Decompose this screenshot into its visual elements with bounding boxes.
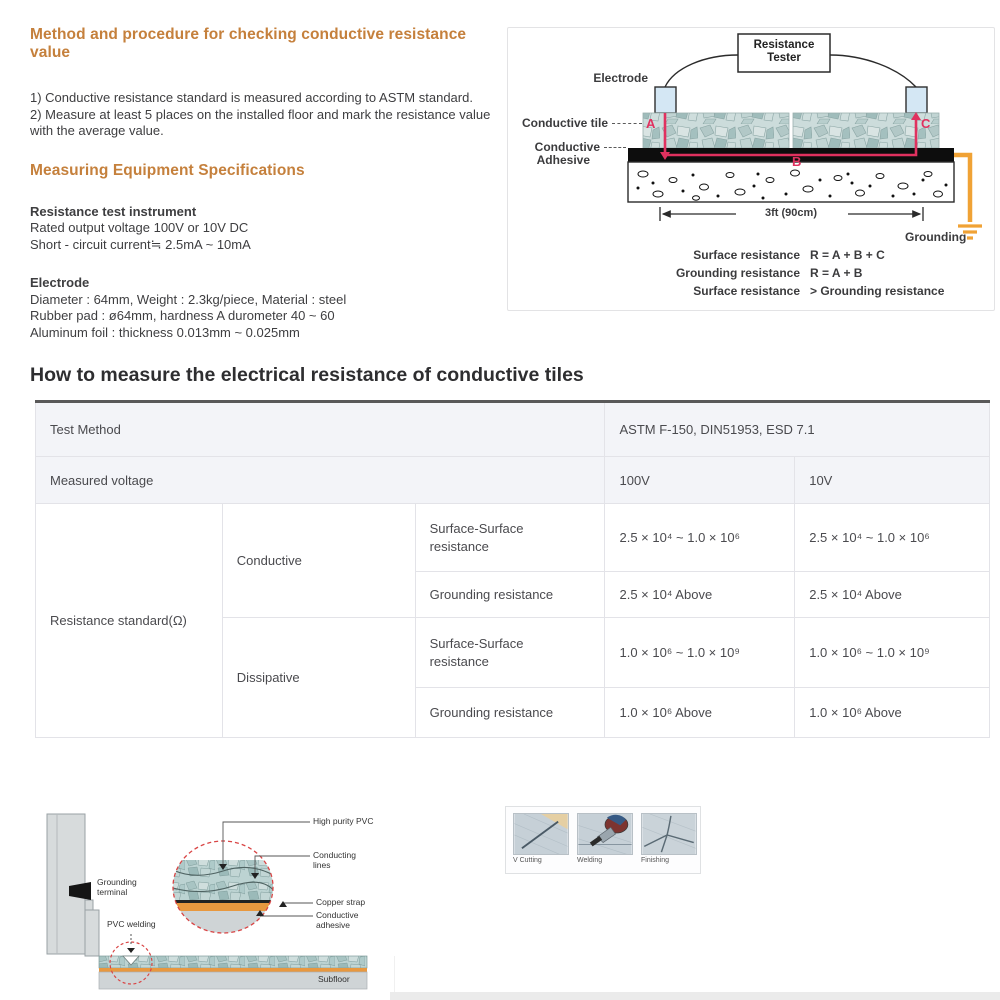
electrode-right [906,87,927,113]
method-title: Method and procedure for checking conductive resistance value [30,26,467,61]
thumb-caption-welding: Welding [577,857,603,864]
thumb-welding [577,813,633,867]
concrete-subfloor [628,162,954,202]
conductive-adhesive-label2: Conductive adhesive [316,910,359,930]
welding-image [577,813,633,855]
conductive-cell: Conductive [222,504,415,618]
voltage-label-cell: Measured voltage [36,457,605,504]
point-b-label: B [792,154,802,169]
surface-resistance-cell2: Surface-Surface resistance [415,618,605,688]
electrode-line3: Aluminum foil : thickness 0.013mm ~ 0.025mm [30,324,300,340]
tile-layer [99,956,367,968]
welding-marker [127,948,135,953]
next-section-top-edge [390,992,1000,1000]
thumb-finishing [641,813,697,867]
dissipative-cell: Dissipative [222,618,415,738]
cond-ground-10v-cell: 2.5 × 10⁴ Above [795,572,990,618]
point-a-label: A [646,116,656,131]
diss-surface-10v-cell: 1.0 × 10⁶ ~ 1.0 × 10⁹ [795,618,990,688]
point-c-label: C [921,116,931,131]
resistance-tester-label: Resistance Tester [753,39,815,64]
instrument-heading: Resistance test instrument [30,203,197,219]
grounding-label: Grounding [905,230,967,244]
finishing-image [641,813,697,855]
formula-grounding: Grounding resistance R = A + B [675,266,863,280]
dimension-label: 3ft (90cm) [736,207,846,220]
adhesive-layer [99,968,367,972]
floor-installation-diagram [35,808,375,990]
installation-process-thumbnails [505,806,701,874]
electrode-label: Electrode [593,71,648,85]
electrode-heading: Electrode [30,275,90,290]
voltage-10v-cell: 10V [795,457,990,504]
thumb-caption-finishing: Finishing [641,857,670,864]
tester-wire-left [665,55,738,87]
conductive-tile-label: Conductive tile [510,117,642,130]
table-row-test-method [36,402,990,457]
formula-comparison: Surface resistance > Grounding resistance [693,284,945,298]
method-section [30,26,492,341]
v-cutting-image [513,813,569,855]
formula-surface: Surface resistance R = A + B + C [693,248,885,262]
tester-wire-right [830,55,916,87]
instrument-line2: Short - circuit current≒ 2.5mA ~ 10mA [30,236,251,252]
instrument-line1: Rated output voltage 100V or 10V DC [30,220,249,235]
formula-block [650,246,980,300]
diss-ground-100v-cell: 1.0 × 10⁶ Above [605,688,795,738]
grounding-wire [954,155,970,222]
resistance-standard-cell: Resistance standard(Ω) [36,504,223,738]
electrode-line1: Diameter : 64mm, Weight : 2.3kg/piece, Material : steel [30,291,347,307]
diss-ground-10v-cell: 1.0 × 10⁶ Above [795,688,990,738]
voltage-100v-cell: 100V [605,457,795,504]
adhesive-leader-line [604,147,626,148]
thumb-v-cutting [513,813,569,867]
test-method-value-cell: ASTM F-150, DIN51953, ESD 7.1 [605,402,990,457]
copper-strap-label: Copper strap [316,897,366,907]
grounding-resistance-cell2: Grounding resistance [415,688,605,738]
resistance-spec-table [35,400,990,738]
table-section-heading: How to measure the electrical resistance of conductive tiles [30,364,584,386]
method-line1: 1) Conductive resistance standard is measured according to ASTM standard. [30,90,473,105]
electrode-left [655,87,676,113]
table-row-voltage [36,457,990,504]
surface-resistance-cell: Surface-Surface resistance [415,504,605,572]
conducting-lines-label: Conducting lines [313,850,357,870]
diss-surface-100v-cell: 1.0 × 10⁶ ~ 1.0 × 10⁹ [605,618,795,688]
equipment-title: Measuring Equipment Specifications [30,161,305,179]
high-purity-pvc-label: High purity PVC [313,816,374,826]
cond-ground-100v-cell: 2.5 × 10⁴ Above [605,572,795,618]
pvc-welding-label: PVC welding [107,919,156,929]
tile-leader-line [612,123,642,124]
electrode-line2: Rubber pad : ø64mm, hardness A durometer 40 ~ 60 [30,308,335,323]
cond-surface-10v-cell: 2.5 × 10⁴ ~ 1.0 × 10⁶ [795,504,990,572]
method-line2: 2) Measure at least 5 places on the installed floor and mark the resistance value with the average value. [30,106,491,138]
lens-content [171,839,277,935]
resistance-measurement-diagram [507,27,995,311]
subfloor-label: Subfloor [318,974,350,984]
cond-surface-100v-cell: 2.5 × 10⁴ ~ 1.0 × 10⁶ [605,504,795,572]
test-method-label-cell: Test Method [36,402,605,457]
grounding-terminal-label: Grounding terminal [97,877,137,897]
thumb-caption-v-cutting: V Cutting [513,857,542,864]
table-row-conductive-surface [36,504,990,572]
wall-profile [47,814,99,956]
conductive-adhesive-label: Conductive Adhesive [516,141,626,167]
grounding-resistance-cell: Grounding resistance [415,572,605,618]
